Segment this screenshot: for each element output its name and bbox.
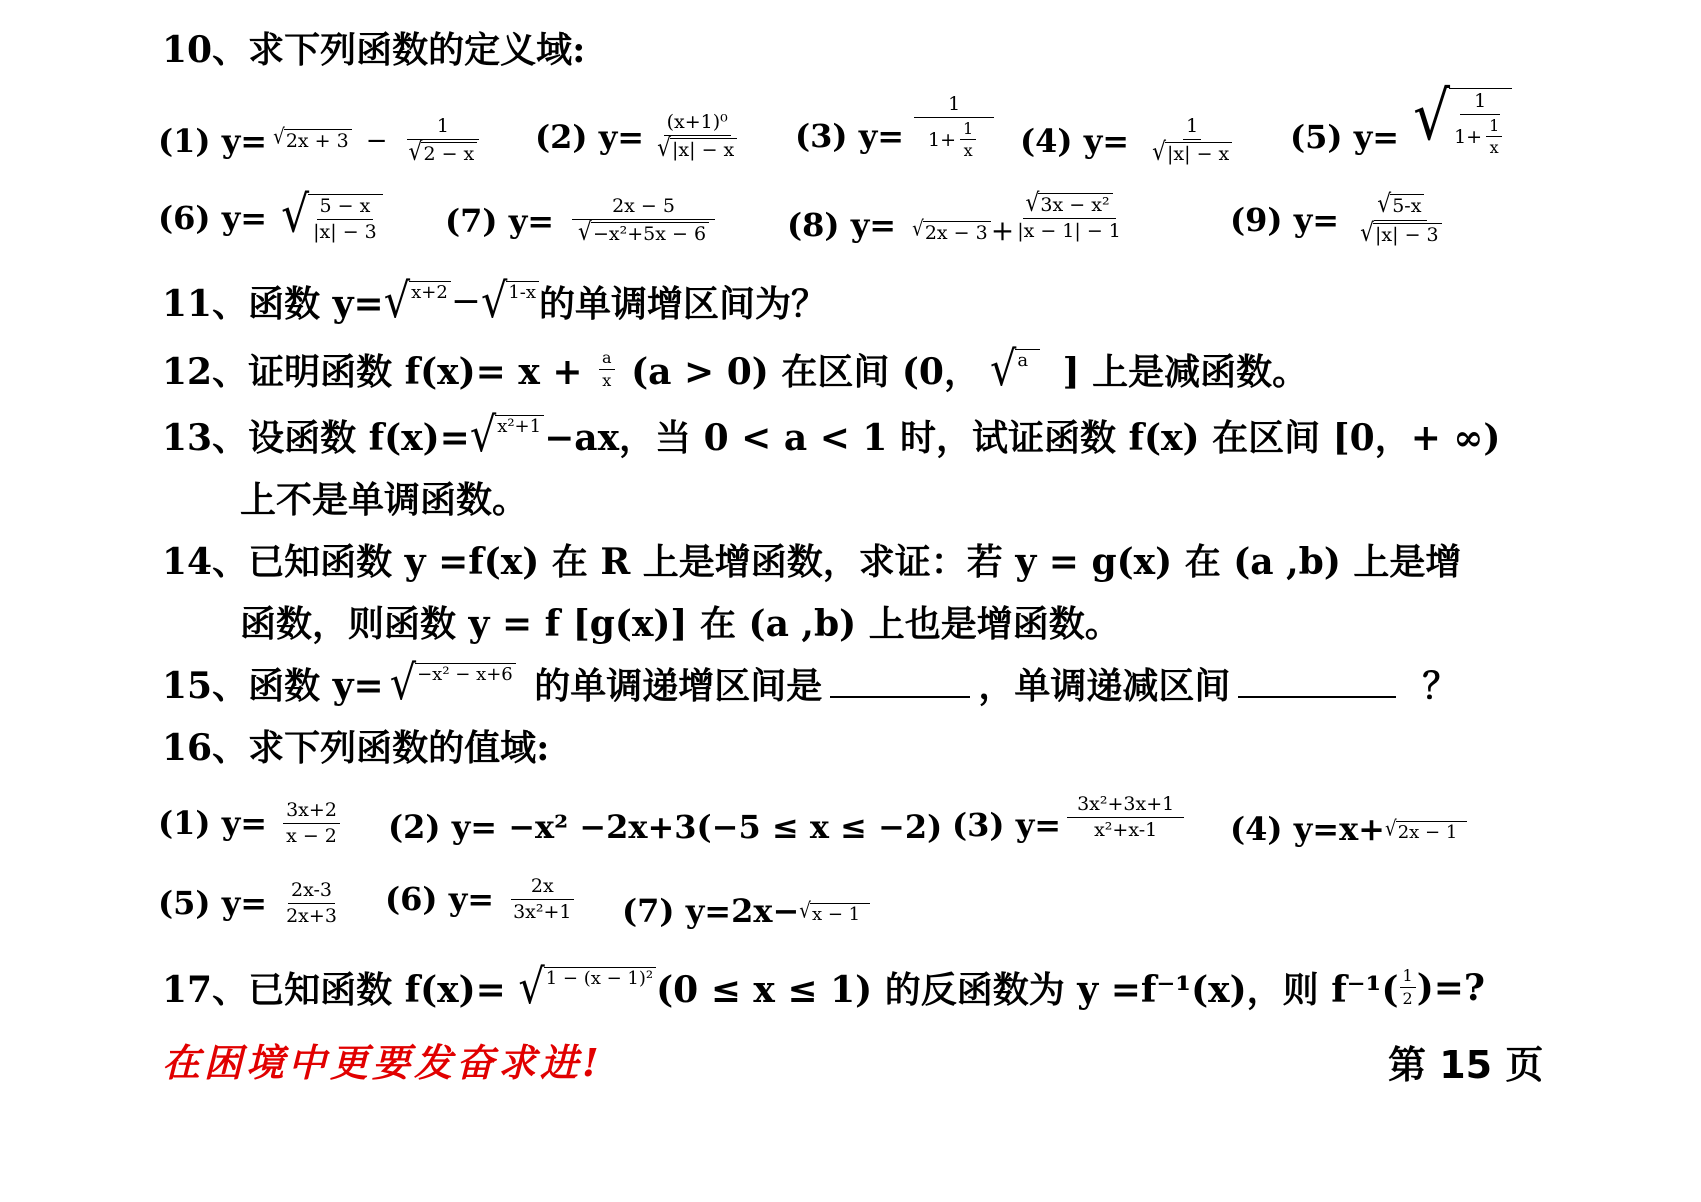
q12-line: [162, 341, 1309, 397]
q16-item-4: [1230, 810, 1467, 848]
nested-denominator: x: [963, 141, 973, 161]
q10-title: 10、求下列函数的定义域:: [162, 29, 586, 71]
sqrt-expression: √ 1 − (x − 1)²: [518, 967, 656, 1008]
answer-blank-decreasing[interactable]: [1238, 670, 1396, 698]
fraction-numerator: (x+1)⁰: [664, 112, 731, 136]
fraction: [1067, 794, 1184, 841]
fraction: [1400, 967, 1416, 1007]
q10-item-1: [158, 116, 484, 166]
q11-line: [162, 273, 828, 329]
q16-item-5-label: (5) y=: [158, 884, 268, 923]
sqrt-body: −x² − x+6: [415, 663, 516, 704]
fraction-denominator: |x| − x: [670, 138, 737, 162]
q16-item-7: [622, 892, 870, 930]
q15-middle-2: ，单调递减区间: [978, 665, 1231, 707]
sqrt-expression: √ 1-x: [481, 281, 539, 322]
nested-numerator: 1: [1486, 117, 1502, 138]
q10-item-2-label: (2) y=: [535, 117, 645, 156]
fraction: [510, 876, 574, 923]
q14-line-1: 14、已知函数 y =f(x) 在 R 上是增函数，求证：若 y = g(x) 在 (a ,b) 上是增: [162, 541, 1462, 583]
q11-suffix: 的单调增区间为？: [539, 283, 828, 325]
fraction-denominator: 2x+3: [286, 904, 337, 927]
sqrt-body: 2x − 1: [1396, 821, 1468, 844]
q16-item-6-label: (6) y=: [385, 880, 495, 919]
q17-suffix: )=?: [1416, 966, 1485, 1009]
sqrt-expression: √ x²+1: [470, 415, 544, 456]
minus-sign: −: [365, 125, 388, 156]
q16-item-4-label: (4) y=x+: [1230, 810, 1385, 848]
fraction-denominator: |x| − x: [1165, 142, 1232, 166]
q13-suffix: −ax，当 0 < a < 1 时，试证函数 f(x) 在区间 [0，+ ∞): [544, 417, 1501, 459]
nested-numerator: 1: [960, 120, 976, 141]
page-number: 第 15 页: [1388, 1043, 1544, 1087]
q10-item-5: [1290, 77, 1512, 158]
fraction: [914, 94, 994, 160]
fraction-numerator: 1: [1400, 967, 1416, 988]
nested-prefix: 1+: [928, 128, 957, 151]
fraction-denominator: |x| − 3: [313, 220, 377, 243]
fraction-numerator: 1: [914, 94, 994, 118]
fraction: √ 3x − x² |x − 1| − 1: [1014, 193, 1124, 243]
sqrt-expression: √ 2x + 3: [273, 129, 352, 153]
fraction: (x+1)⁰ √ |x| − x: [654, 112, 740, 162]
q16-item-5: [158, 880, 344, 927]
q10-item-7-label: (7) y=: [445, 201, 555, 240]
fraction-numerator: 5-x: [1390, 194, 1424, 218]
fraction-numerator: 5 − x: [317, 196, 374, 220]
sqrt-expression: √ x − 1: [799, 903, 870, 926]
q17-prefix: 17、已知函数 f(x)=: [162, 969, 519, 1011]
q12-prefix: 12、证明函数 f(x)= x +: [162, 351, 596, 393]
q10-item-4-label: (4) y=: [1020, 121, 1130, 160]
fraction: √ 5-x √ |x| − 3: [1357, 194, 1445, 247]
sqrt-expression: √ x+2: [384, 281, 451, 322]
fraction: 2x − 5 √ −x²+5x − 6: [572, 196, 715, 246]
q10-item-4: [1020, 116, 1239, 166]
fraction-denominator: 2 − x: [421, 142, 477, 166]
sqrt-expression: √ a: [990, 349, 1040, 390]
q12-suffix: ] 上是减函数。: [1050, 351, 1309, 393]
sqrt-body: 1 − (x − 1)²: [544, 967, 656, 1008]
q15-middle: 的单调递增区间是: [521, 665, 823, 707]
fraction-denominator: x²+x-1: [1094, 818, 1158, 841]
fraction-numerator: 1: [1460, 91, 1500, 115]
sqrt-body: a: [1015, 349, 1040, 390]
q15-line: [162, 655, 1459, 711]
q16-title: 16、求下列函数的值域:: [162, 727, 550, 769]
sqrt-expression: √ −x² − x+6: [390, 663, 516, 704]
sqrt-expression: √ 2x − 1: [1385, 821, 1467, 844]
minus-sign: −: [450, 281, 481, 322]
q10-item-5-label: (5) y=: [1290, 117, 1400, 156]
fraction-numerator: 2x − 5: [572, 196, 715, 220]
q10-item-8: [787, 188, 1124, 247]
fraction-denominator: x: [602, 371, 612, 390]
fraction: [283, 880, 340, 927]
sqrt-body: 2x + 3: [284, 129, 352, 153]
q10-item-3: [795, 94, 998, 160]
fraction-numerator: 2x: [511, 876, 574, 900]
q13-line-2: 上不是单调函数。: [240, 479, 529, 521]
q16-item-2-text: (2) y= −x² −2x+3(−5 ≤ x ≤ −2): [388, 808, 943, 846]
q10-item-9-label: (9) y=: [1230, 201, 1340, 240]
fraction-numerator: 1: [407, 116, 479, 140]
q10-item-3-label: (3) y=: [795, 117, 905, 156]
fraction-numerator: 3x+2: [283, 800, 340, 824]
q10-item-9: [1230, 189, 1449, 248]
q10-item-6: [158, 185, 383, 245]
q14-line-2: 函数，则函数 y = f [g(x)] 在 (a ,b) 上也是增函数。: [240, 603, 1121, 645]
q16-item-6: [385, 876, 579, 923]
fraction-denominator: 2: [1402, 989, 1413, 1008]
sqrt-body: x+2: [409, 281, 451, 322]
sqrt-expression: √ 1 1+ $\frac{1}{x}$: [1413, 88, 1512, 157]
q16-item-2: [388, 808, 948, 846]
q15-suffix: ？: [1422, 665, 1459, 707]
fraction: [283, 800, 340, 847]
q16-item-1-label: (1) y=: [158, 804, 268, 843]
fraction-denominator: |x − 1| − 1: [1017, 220, 1121, 243]
nested-prefix: 1+: [1454, 125, 1483, 148]
q16-item-3-label: (3) y=: [952, 806, 1062, 844]
sqrt-expression: √ 2x − 3: [912, 221, 991, 245]
q13-line-1: [162, 407, 1501, 463]
sqrt-body: 2x − 3: [923, 221, 991, 245]
fraction-numerator: 3x − x²: [1038, 193, 1112, 217]
q10-item-6-label: (6) y=: [158, 199, 268, 238]
q11-prefix: 11、函数 y=: [162, 283, 384, 325]
fraction-numerator: a: [599, 349, 615, 370]
fraction-denominator: 3x²+1: [513, 900, 572, 923]
q17-middle: (0 ≤ x ≤ 1) 的反函数为 y =f⁻¹(x)，则 f⁻¹(: [656, 969, 1399, 1011]
q17-line: [162, 959, 1485, 1015]
q13-prefix: 13、设函数 f(x)=: [162, 417, 470, 459]
sqrt-expression: √ $\frac{5 - x}{|x| - 3}$: [281, 194, 383, 243]
sqrt-body: x²+1: [495, 415, 544, 456]
answer-blank-increasing[interactable]: [830, 670, 970, 698]
fraction-numerator: 2x-3: [288, 880, 335, 904]
q16-item-1: [158, 800, 344, 847]
q10-item-7: [445, 196, 719, 246]
q10-item-2: [535, 112, 744, 162]
q12-middle: (a > 0) 在区间 (0，: [618, 351, 980, 393]
nested-denominator: x: [1489, 138, 1499, 158]
fraction-denominator: |x| − 3: [1373, 223, 1442, 247]
fraction-denominator: −x²+5x − 6: [591, 222, 709, 246]
sqrt-body: 1-x: [506, 281, 539, 322]
fraction: 1 √ 2 − x: [406, 116, 481, 166]
q15-prefix: 15、函数 y=: [162, 665, 384, 707]
fraction-numerator: 1: [1183, 116, 1201, 140]
q10-item-8-label: (8) y=: [787, 205, 897, 244]
q10-item-1-label: (1) y=: [158, 121, 268, 160]
sqrt-body: x − 1: [810, 903, 870, 926]
plus-sign: +: [990, 214, 1015, 247]
q16-item-7-label: (7) y=2x−: [622, 892, 800, 930]
q16-item-3: [952, 790, 1184, 844]
footer-motto: 在困境中更要发奋求进!: [162, 1040, 603, 1085]
fraction: 1 √ |x| − x: [1149, 116, 1235, 166]
fraction-numerator: 3x²+3x+1: [1067, 794, 1184, 818]
fraction: [599, 349, 615, 389]
fraction-denominator: x − 2: [286, 824, 337, 847]
